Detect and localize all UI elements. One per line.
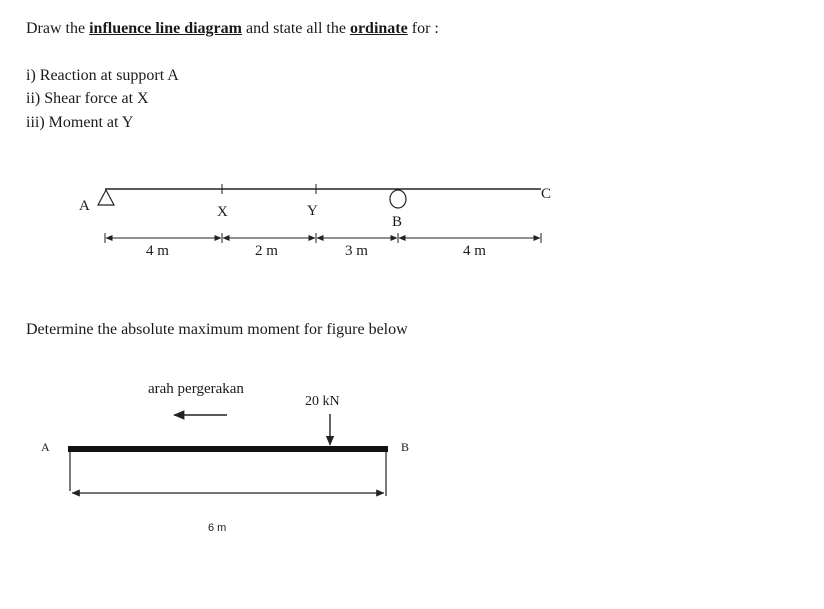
- label-a: A: [79, 198, 90, 214]
- pin-support-a-icon: [98, 190, 114, 205]
- beam-2-bar: [68, 446, 388, 452]
- load-label: 20 kN: [305, 394, 340, 409]
- beam-2-end-a: A: [41, 440, 50, 454]
- question-item-2: ii) Shear force at X: [26, 90, 149, 107]
- label-y: Y: [307, 203, 318, 219]
- direction-label: arah pergerakan: [148, 381, 244, 397]
- instruction-middle: and state all the: [245, 20, 346, 37]
- instruction-term-ordinate: ordinate: [349, 20, 408, 37]
- question-item-1: i) Reaction at support A: [26, 67, 179, 84]
- span-label-ax: 4 m: [146, 243, 169, 259]
- question-2: Determine the absolute maximum moment for figure below: [26, 321, 408, 338]
- beam-2-end-b: B: [401, 440, 410, 454]
- instruction-suffix: for :: [411, 20, 439, 37]
- label-b: B: [392, 214, 403, 230]
- span-label-xy: 2 m: [255, 243, 278, 259]
- roller-support-b-icon: [390, 190, 406, 208]
- span-label-yb: 3 m: [345, 243, 368, 259]
- instruction-term-influence-line: influence line diagram: [89, 20, 242, 37]
- beam-2: [68, 414, 388, 496]
- beam-1: [98, 184, 541, 208]
- beam-1-dimensions: [105, 233, 541, 243]
- question-item-3: iii) Moment at Y: [26, 114, 134, 131]
- beam-2-length-label: 6 m: [208, 522, 227, 534]
- span-label-bc: 4 m: [463, 243, 486, 259]
- instruction-prefix: Draw the: [26, 20, 86, 37]
- label-c: C: [541, 186, 552, 202]
- label-x: X: [217, 204, 228, 220]
